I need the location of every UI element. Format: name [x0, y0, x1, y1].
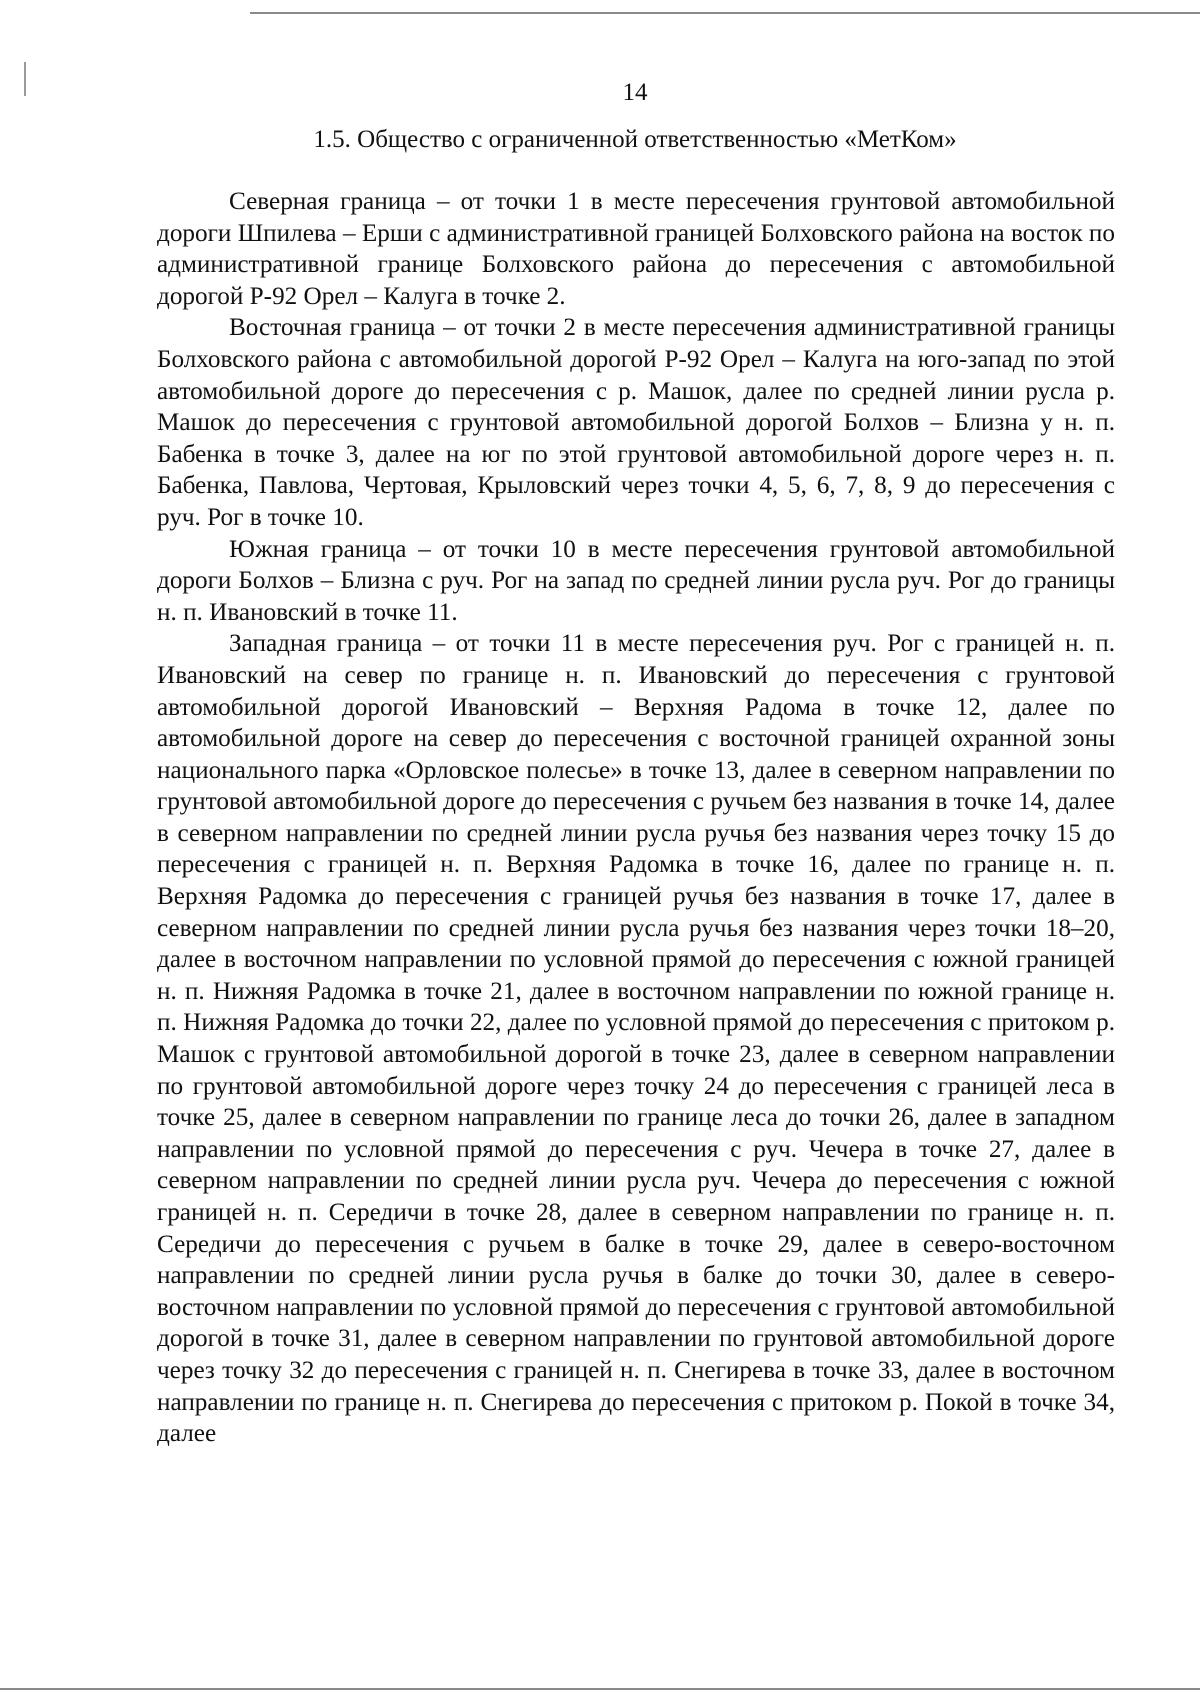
section-heading: 1.5. Общество с ограниченной ответственностью «МетКом»	[313, 126, 957, 153]
paragraph-east-border: Восточная граница – от точки 2 в месте пересечения административной границы Болховского района с автомобильной дорогой Р-92 Орел – Калуга на юго-запад по этой автомобильной дороге до пересечения с р. Машок, далее по средней линии русла р. Машок до пересечения с грунтовой автомобильной дорогой Болхов – Близна у н. п. Бабенка в точке 3, далее на юг по этой грунтовой автомобильной дороге через н. п. Бабенка, Павлова, Чертовая, Крыловский через точки 4, 5, 6, 7, 8, 9 до пересечения с руч. Рог в точке 10.	[157, 314, 1115, 531]
scan-edge-top	[250, 12, 1200, 14]
paragraph-north-border: Северная граница – от точки 1 в месте пересечения грунтовой автомобильной дороги Шпилева – Ерши с административной границей Болховского района на восток по административной границе Болховского района до пересечения с автомобильной дорогой Р-92 Орел – Калуга в точке 2.	[157, 188, 1115, 310]
paragraph-south-border: Южная граница – от точки 10 в месте пересечения грунтовой автомобильной дороги Болхов – Близна с руч. Рог на запад по средней линии русла руч. Рог до границы н. п. Ивановский в точке 11.	[157, 535, 1115, 626]
scan-edge-bottom	[0, 1688, 1200, 1690]
paragraph-west-border: Западная граница – от точки 11 в месте пересечения руч. Рог с границей н. п. Ивановский на север по границе н. п. Ивановский до пересечения с грунтовой автомобильной дорогой Ивановский – Верхняя Радома в точке 12, далее по автомобильной дороге на север до пересечения с восточной границей охранной зоны национального парка «Орловское полесье» в точке 13, далее в северном направлении по грунтовой автомобильной дороге до пересечения с ручьем без названия в точке 14, далее в северном направлении по средней линии русла ручья без названия через точку 15 до пересечения с границей н. п. Верхняя Радомка в точке 16, далее по границе н. п. Верхняя Радомка до пересечения с границей ручья без названия в точке 17, далее в северном направлении по средней линии русла ручья без названия через точки 18–20, далее в восточном направлении по условной прямой до пересечения с южной границей н. п. Нижняя Радомка в точке 21, далее в восточном направлении по южной границе н. п. Нижняя Радомка до точки 22, далее по условной прямой до пересечения с притоком р. Машок с грунтовой автомобильной дорогой в точке 23, далее в северном направлении по грунтовой автомобильной дороге через точку 24 до пересечения с границей леса в точке 25, далее в северном направлении по границе леса до точки 26, далее в западном направлении по условной прямой до пересечения с руч. Чечера в точке 27, далее в северном направлении по средней линии русла руч. Чечера до пересечения с южной границей н. п. Середичи в точке 28, далее в северном направлении по границе н. п. Середичи до пересечения с ручьем в балке в точке 29, далее в северо-восточном направлении по средней линии русла ручья в балке до точки 30, далее в северо-восточном направлении по условной прямой до пересечения с грунтовой автомобильной дорогой в точке 31, далее в северном направлении по грунтовой автомобильной дороге через точку 32 до пересечения с границей н. п. Снегирева в точке 33, далее в восточном направлении по границе н. п. Снегирева до пересечения с притоком р. Покой в точке 34, далее	[157, 630, 1115, 1448]
document-body	[157, 186, 1115, 1450]
page-number: 14	[622, 79, 648, 106]
